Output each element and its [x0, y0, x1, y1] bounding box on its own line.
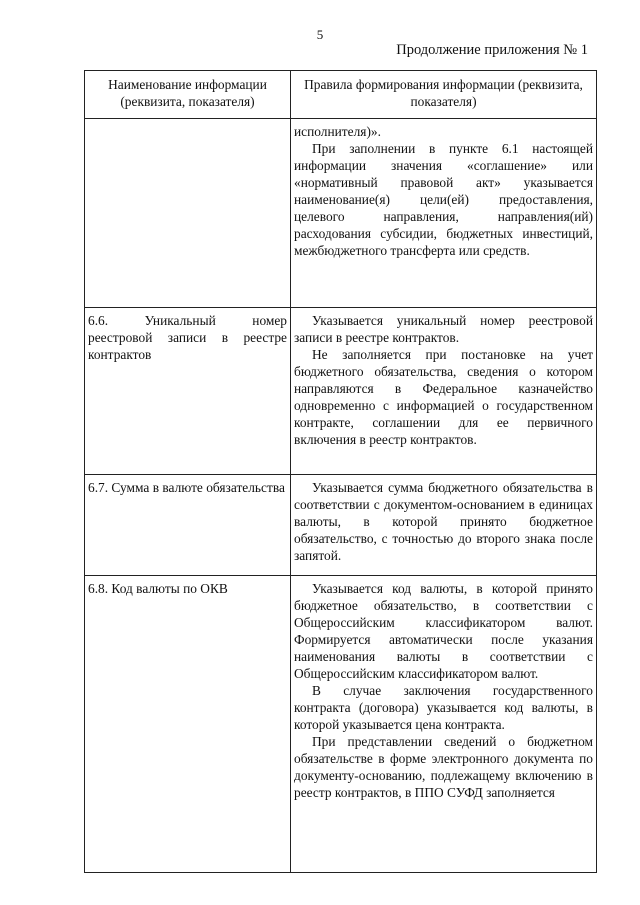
requisite-name: 6.8. Код валюты по ОКВ: [85, 576, 291, 873]
column-header-name: Наименование информации (реквизита, показателя): [85, 71, 291, 119]
requisite-rules: [291, 576, 597, 873]
table-row: [85, 475, 597, 576]
requisite-rules: [291, 308, 597, 475]
requisite-rules: [291, 475, 597, 576]
table-header-row: [85, 71, 597, 119]
table-row: [85, 576, 597, 873]
table-row: [85, 308, 597, 475]
page-number: 5: [316, 27, 324, 42]
appendix-continuation-note: Продолжение приложения № 1: [396, 42, 588, 58]
column-header-rules: Правила формирования информации (реквизита, показателя): [291, 71, 597, 119]
rule-paragraph: Указывается уникальный номер реестровой записи в реестре контрактов.: [294, 313, 593, 345]
rule-paragraph: Указывается сумма бюджетного обязательства в соответствии с документом-основанием в единицах валюты, в которой принято бюджетное обязательство, с точностью до второго знака после запятой.: [294, 480, 593, 563]
requisite-name: [85, 119, 291, 308]
requisites-table: [84, 70, 597, 873]
rule-paragraph: исполнителя)».: [294, 124, 381, 139]
rule-paragraph: Указывается код валюты, в которой принято бюджетное обязательство, в соответствии с Общероссийским классификатором валют. Формируется автоматически после указания наименования валюты в соответствии с Общероссийским классификатором валют.: [294, 581, 593, 681]
requisite-name: 6.7. Сумма в валюте обязательства: [85, 475, 291, 576]
table-row: [85, 119, 597, 308]
rule-paragraph: При представлении сведений о бюджетном обязательстве в форме электронного документа по документу-основанию, подлежащему включению в реестр контрактов, в ППО СУФД заполняется: [294, 734, 593, 800]
rule-paragraph: При заполнении в пункте 6.1 настоящей информации значения «соглашение» или «нормативный правовой акт» указывается наименование(я) цели(ей) предоставления, целевого направления, направления(ий) расходования субсидии, бюджетных инвестиций, межбюджетного трансферта или средств.: [294, 141, 593, 258]
rule-paragraph: Не заполняется при постановке на учет бюджетного обязательства, сведения о котором направляются в Федеральное казначейство одновременно с информацией о государственном контракте, соглашении для ее первичного включения в реестр контрактов.: [294, 347, 593, 447]
requisite-name: 6.6. Уникальный номер реестровой записи в реестре контрактов: [85, 308, 291, 475]
rule-paragraph: В случае заключения государственного контракта (договора) указывается код валюты, в которой указывается цена контракта.: [294, 683, 593, 732]
requisite-rules: [291, 119, 597, 308]
